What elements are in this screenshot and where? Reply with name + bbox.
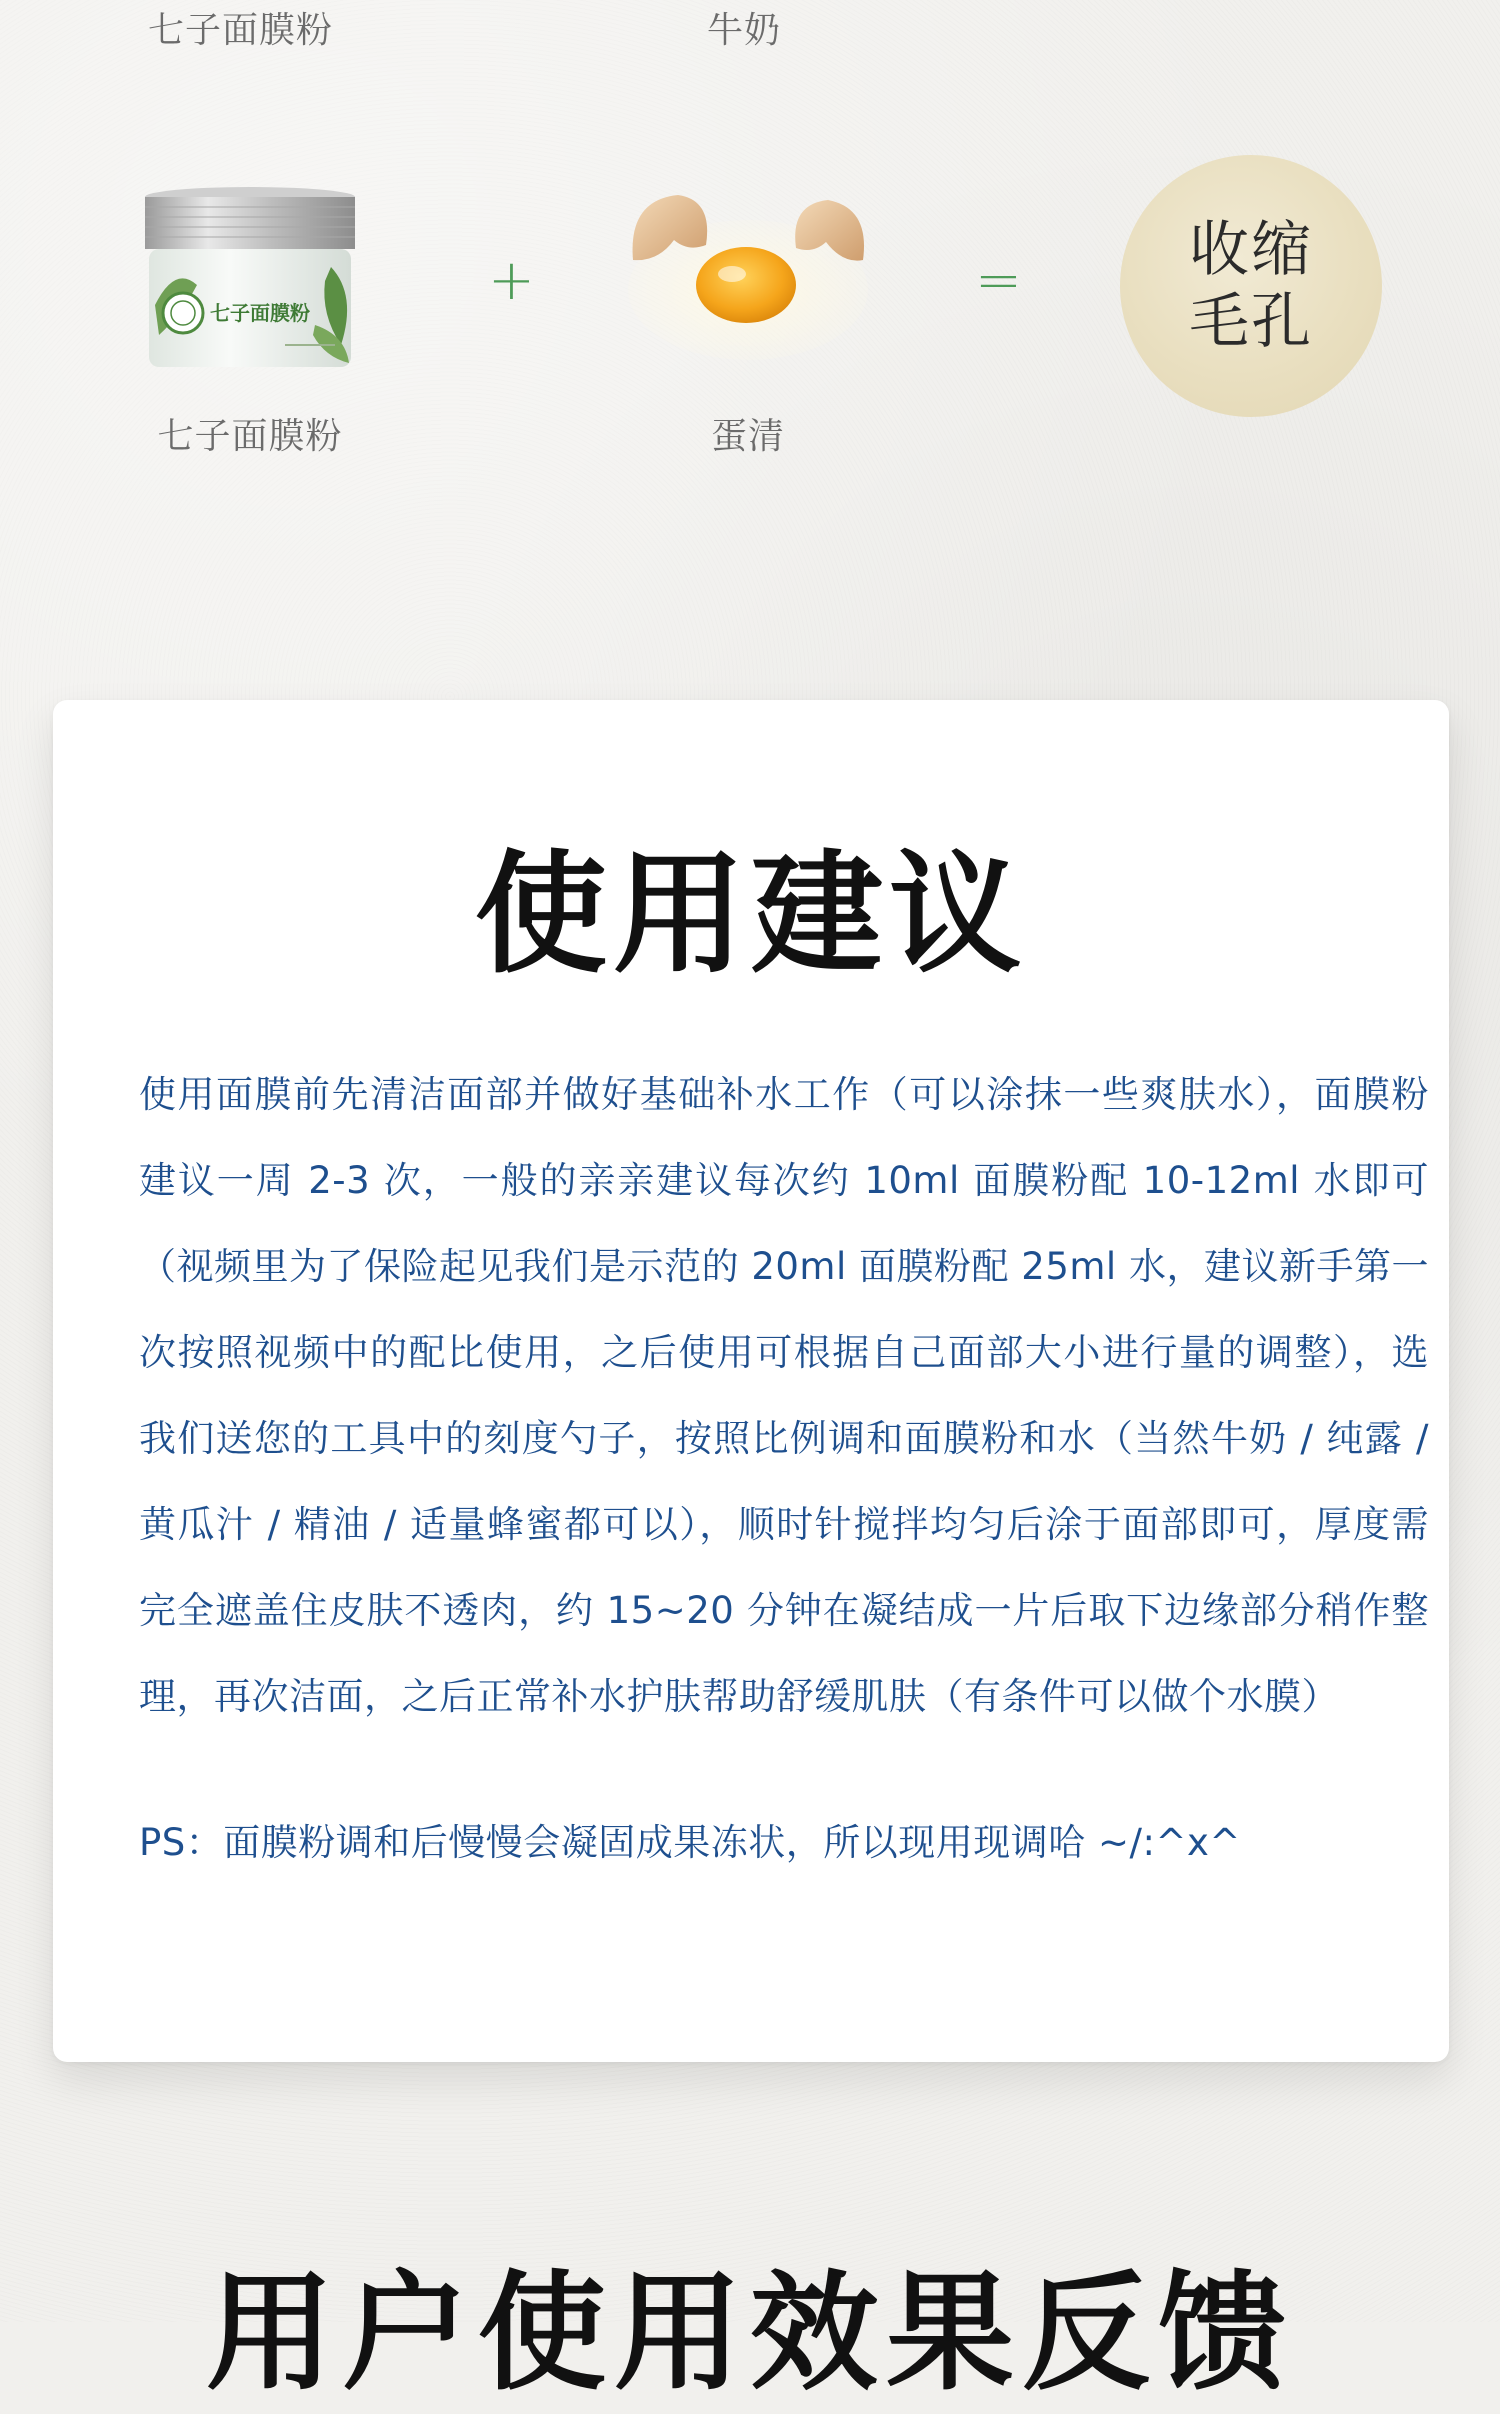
top-label-product: 七子面膜粉 bbox=[148, 10, 334, 51]
usage-suggestion-card bbox=[53, 700, 1449, 2062]
formula-product-label: 七子面膜粉 bbox=[157, 416, 343, 457]
usage-instructions-text: 使用面膜前先清洁面部并做好基础补水工作（可以涂抹一些爽肤水），面膜粉建议一周 2-3 次，一般的亲亲建议每次约 10ml 面膜粉配 10-12ml 水即可（视频里为了保险起见我们是示范的 20ml 面膜粉配 25ml 水，建议新手第一次按照视频中的配比使用，之后使用可根据自己面部大小进行量的调整），选我们送您的工具中的刻度勺子，按照比例调和面膜粉和水（当然牛奶 / 纯露 / 黄瓜汁 / 精油 / 适量蜂蜜都可以），顺时针搅拌均匀后涂于面部即可，厚度需完全遮盖住皮肤不透肉，约 15~20 分钟在凝结成一片后取下边缘部分稍作整理，再次洁面，之后正常补水护肤帮助舒缓肌肤（有条件可以做个水膜） bbox=[139, 1073, 1429, 1718]
result-circle-shrink-pores bbox=[1120, 155, 1382, 417]
formula-ingredient-label: 蛋清 bbox=[710, 416, 785, 457]
jar-brand-text: 七子面膜粉 bbox=[210, 301, 310, 325]
egg-white-image bbox=[618, 190, 878, 370]
formula-row bbox=[0, 180, 1500, 480]
result-line-1: 收缩 bbox=[1189, 215, 1313, 285]
card-title: 使用建议 bbox=[475, 837, 1027, 992]
mask-powder-jar-image bbox=[125, 180, 375, 380]
plus-sign: + bbox=[488, 248, 535, 313]
equals-sign: = bbox=[975, 248, 1022, 313]
user-feedback-section-title: 用户使用效果反馈 bbox=[205, 2258, 1294, 2408]
result-line-2: 毛孔 bbox=[1189, 287, 1313, 357]
usage-ps-note: PS：面膜粉调和后慢慢会凝固成果冻状，所以现用现调哈 ~/:^x^ bbox=[139, 1821, 1241, 1864]
top-label-milk: 牛奶 bbox=[707, 10, 782, 51]
